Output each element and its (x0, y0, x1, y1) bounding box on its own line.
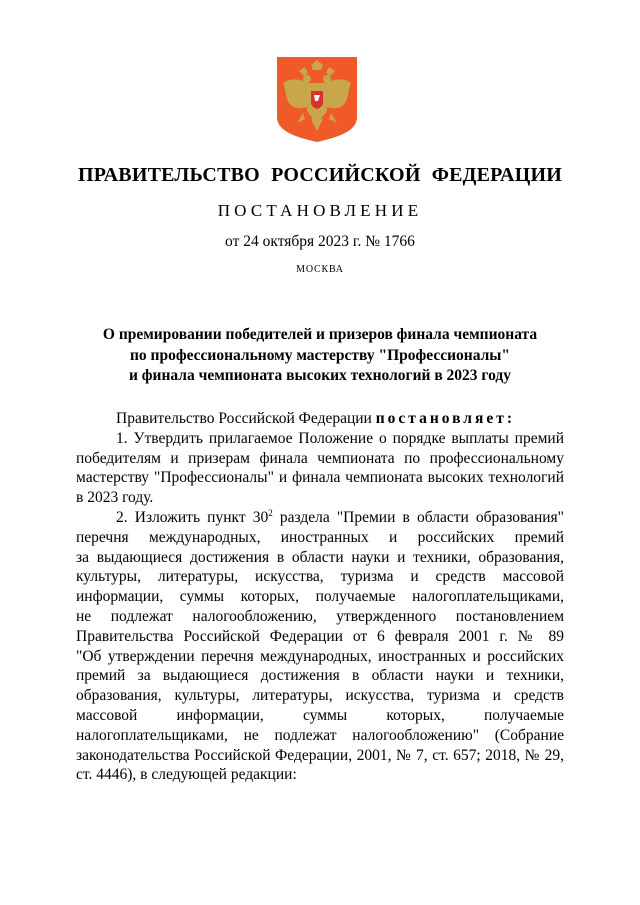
paragraph-2-rest: раздела "Премии в области образования" (272, 508, 565, 526)
subject-line: по профессиональному мастерству "Профессионалы" (129, 346, 510, 364)
paragraph-2-line: информации, суммы которых, получаемые налогоплательщиками, (76, 588, 564, 606)
paragraph-2-line: "Об утверждении перечня международных, иностранных и российских (76, 647, 564, 665)
paragraph-2-line: налогоплательщиками, не подлежат налогообложению" (Собрание (76, 726, 564, 744)
intro-line (76, 409, 564, 429)
paragraph-2-first-line (76, 508, 564, 528)
document-city: МОСКВА (296, 264, 344, 275)
paragraph-2-line: ст. 4446), в следующей редакции: (76, 766, 297, 784)
paragraph-2-line: культуры, литературы, искусства, туризма и средств массовой (76, 568, 564, 586)
government-title: ПРАВИТЕЛЬСТВО РОССИЙСКОЙ ФЕДЕРАЦИИ (78, 164, 562, 186)
document-date-number: от 24 октября 2023 г. № 1766 (225, 233, 415, 250)
paragraph-2-line: законодательства Российской Федерации, 2001, № 7, ст. 657; 2018, № 29, (76, 746, 564, 764)
paragraph-1-line: победителям и призерам финала чемпионата по профессиональному (76, 449, 564, 467)
paragraph-2-start: 2. Изложить пункт 30 (116, 508, 269, 526)
paragraph-1-line: мастерству "Профессионалы" и финала чемпионата высоких технологий (76, 469, 564, 487)
paragraph-2-line: не подлежат налогообложению, утвержденного постановлением (76, 607, 564, 625)
subject-line: и финала чемпионата высоких технологий в 2023 году (129, 367, 511, 384)
subject-line: О премировании победителей и призеров финала чемпионата (102, 326, 538, 343)
paragraph-2-line: массовой информации, суммы которых, получаемые (76, 706, 564, 724)
paragraph-2-line: перечня международных, иностранных и российских премий (76, 528, 564, 546)
document-body (76, 409, 564, 785)
paragraph-2-superscript: 2 (268, 507, 273, 518)
paragraph-2-line: за выдающиеся достижения в области науки и техники, образования, (76, 548, 564, 566)
paragraph-2-line: премий за выдающиеся достижения в области науки и техники, (76, 667, 564, 685)
intro-text: Правительство Российской Федерации (116, 410, 376, 427)
paragraph-1-line: 1. Утвердить прилагаемое Положение о порядке выплаты премий (116, 429, 564, 447)
paragraph-1-line: в 2023 году. (76, 489, 154, 507)
coat-of-arms-icon (277, 57, 357, 142)
document-subject (0, 325, 640, 387)
document-type: ПОСТАНОВЛЕНИЕ (217, 201, 423, 220)
decree-word: постановляет: (375, 410, 516, 427)
paragraph-2-line: Правительства Российской Федерации от 6 февраля 2001 г. № 89 (76, 627, 564, 645)
paragraph-2-line: образования, культуры, литературы, искусства, туризма и средств (76, 687, 564, 705)
